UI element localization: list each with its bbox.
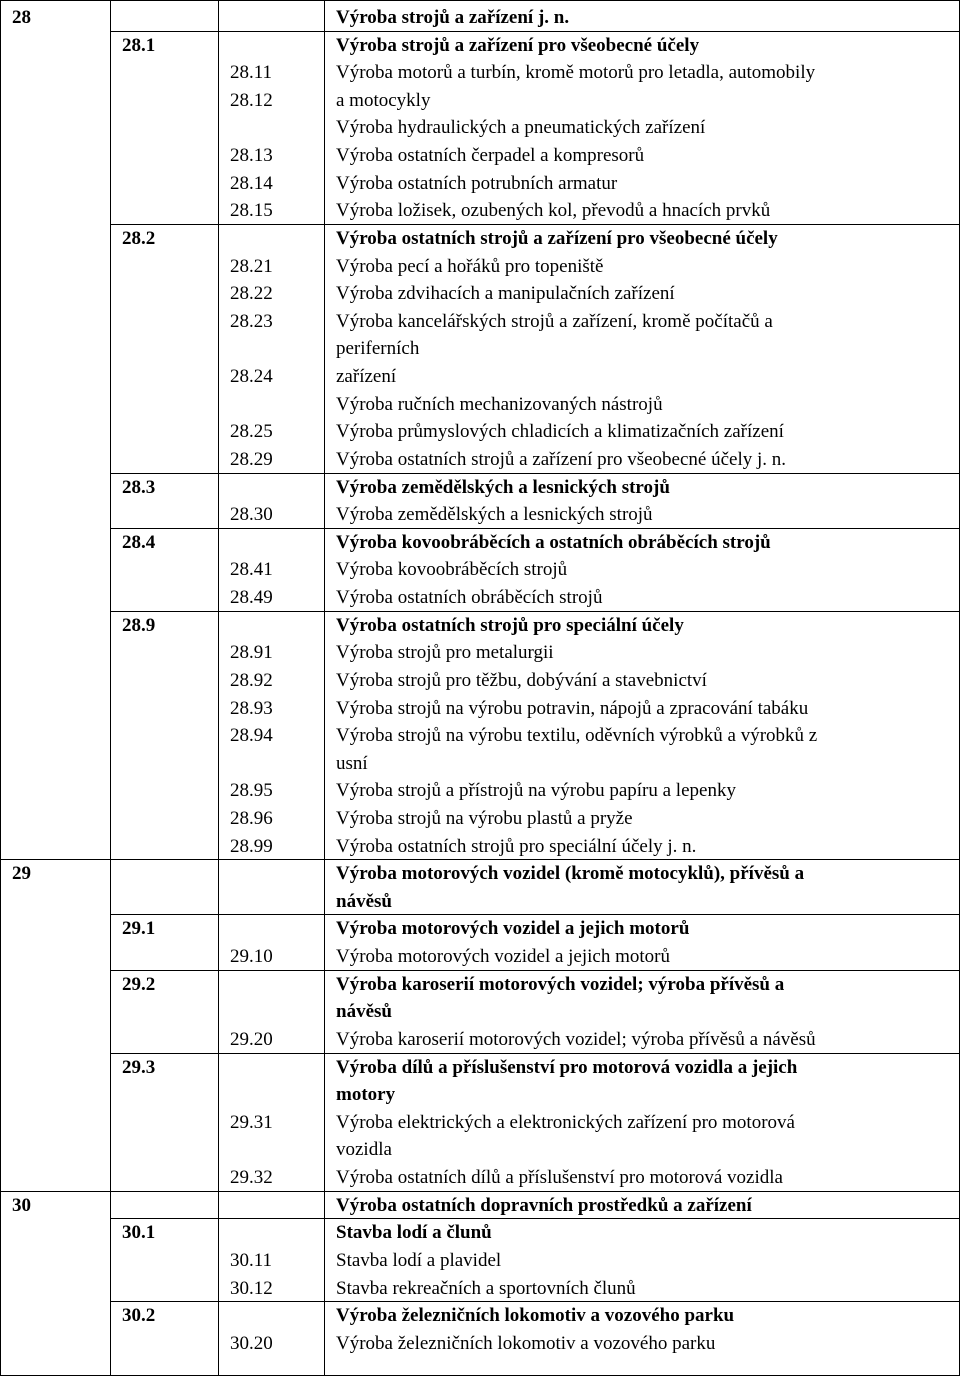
row-title: Výroba kovoobráběcích a ostatních obráběcích strojů [336,531,771,553]
row-divider [110,224,960,225]
row-code: 29.31 [230,1111,273,1133]
row-title: Výroba ručních mechanizovaných nástrojů [336,393,663,415]
row-code: 30.1 [122,1222,156,1244]
row-code: 28 [12,7,31,28]
row-title: Výroba kancelářských strojů a zařízení, kromě počítačů a [336,310,773,332]
row-code: 28.93 [230,697,273,719]
row-code: 30 [12,1194,31,1216]
row-code: 28.96 [230,807,273,829]
row-title: vozidla [336,1139,392,1161]
row-title: zařízení [336,366,397,388]
row-title: Výroba strojů a přístrojů na výrobu papíru a lepenky [336,780,736,802]
row-divider [110,473,960,474]
row-title: Výroba ostatních strojů pro speciální účely j. n. [336,835,697,857]
row-divider [110,914,960,915]
row-title: Výroba elektrických a elektronických zařízení pro motorová [336,1111,795,1133]
row-code: 28.91 [230,642,273,664]
row-title: návěsů [336,890,392,912]
row-title: návěsů [336,1001,392,1023]
row-title: Výroba strojů pro metalurgii [336,642,554,664]
row-code: 28.14 [230,172,273,194]
row-divider [110,1053,960,1054]
row-code: 29.20 [230,1028,273,1050]
row-title: Výroba ostatních potrubních armatur [336,172,618,194]
row-title: Výroba pecí a hořáků pro topeniště [336,255,604,277]
row-code: 28.95 [230,780,273,802]
row-title: Výroba průmyslových chladicích a klimatizačních zařízení [336,421,784,443]
row-divider [110,1218,960,1219]
row-title: Výroba strojů a zařízení pro všeobecné účely [336,34,700,56]
row-title: a motocykly [336,89,431,111]
row-title: Výroba železničních lokomotiv a vozového parku [336,1332,716,1354]
row-title: Výroba strojů na výrobu plastů a pryže [336,807,633,829]
row-title: periferních [336,338,420,360]
row-code: 28.94 [230,725,273,747]
row-code: 29.2 [122,973,156,995]
row-title: Výroba ostatních strojů a zařízení pro všeobecné účely [336,227,778,249]
row-title: Výroba ložisek, ozubených kol, převodů a hnacích prvků [336,200,771,222]
row-code: 28.2 [122,227,156,249]
row-code: 28.23 [230,310,273,332]
row-title: Výroba ostatních dílů a příslušenství pro motorová vozidla [336,1167,783,1189]
row-code: 28.92 [230,669,273,691]
row-code: 30.20 [230,1332,273,1354]
row-title: Výroba ostatních čerpadel a kompresorů [336,145,645,167]
column-divider [324,0,325,1376]
row-code: 29 [12,863,31,885]
row-divider [110,611,960,612]
row-code: 29.3 [122,1056,156,1078]
row-title: Výroba dílů a příslušenství pro motorová vozidla a jejich [336,1056,798,1078]
row-title: Stavba lodí a člunů [336,1222,492,1244]
row-divider [110,1301,960,1302]
row-divider [110,528,960,529]
row-code: 29.10 [230,946,273,968]
row-code: 29.1 [122,918,156,940]
column-divider [110,0,111,1376]
row-divider [0,1191,960,1192]
row-code: 30.2 [122,1305,156,1327]
row-divider [0,859,960,860]
row-title: usní [336,752,368,774]
row-title: Výroba ostatních obráběcích strojů [336,587,603,609]
row-code: 28.13 [230,145,273,167]
row-title: Výroba hydraulických a pneumatických zařízení [336,117,706,139]
row-code: 28.24 [230,366,273,388]
row-title: Výroba motorových vozidel a jejich motorů [336,918,690,940]
row-code: 28.21 [230,255,273,277]
row-code: 28.3 [122,476,156,498]
row-title: Výroba motorových vozidel a jejich motorů [336,946,670,968]
row-title: Výroba kovoobráběcích strojů [336,559,568,581]
row-title: Výroba karoserií motorových vozidel; výroba přívěsů a návěsů [336,1028,816,1050]
row-title: Stavba lodí a plavidel [336,1249,502,1271]
row-code: 29.32 [230,1167,273,1189]
row-code: 28.25 [230,421,273,443]
row-title: Výroba železničních lokomotiv a vozového parku [336,1305,735,1327]
row-code: 28.11 [230,62,273,84]
row-divider [110,31,960,32]
row-code: 28.49 [230,587,273,609]
row-title: Výroba strojů na výrobu potravin, nápojů a zpracování tabáku [336,697,809,719]
row-code: 28.29 [230,448,273,470]
row-title: Výroba ostatních strojů pro speciální účely [336,614,684,636]
row-code: 28.1 [122,34,156,56]
row-title: Výroba zdvihacích a manipulačních zařízení [336,283,675,305]
row-code: 28.4 [122,531,156,553]
row-divider [110,970,960,971]
row-code: 28.99 [230,835,273,857]
row-title: Výroba karoserií motorových vozidel; výroba přívěsů a [336,973,785,995]
row-code: 28.12 [230,89,273,111]
row-code: 28.30 [230,504,273,526]
row-title: Výroba zemědělských a lesnických strojů [336,504,653,526]
row-code: 30.12 [230,1277,273,1299]
row-code: 30.11 [230,1249,273,1271]
row-code: 28.22 [230,283,273,305]
row-title: Výroba ostatních dopravních prostředků a zařízení [336,1194,752,1216]
row-title: Výroba motorových vozidel (kromě motocyklů), přívěsů a [336,863,805,885]
row-title: Výroba ostatních strojů a zařízení pro všeobecné účely j. n. [336,448,787,470]
row-title: Výroba strojů a zařízení j. n. [336,7,570,28]
row-title: Výroba zemědělských a lesnických strojů [336,476,670,498]
row-title: Výroba motorů a turbín, kromě motorů pro letadla, automobily [336,62,816,84]
row-code: 28.41 [230,559,273,581]
row-title: Výroba strojů na výrobu textilu, oděvních výrobků a výrobků z [336,725,818,747]
row-code: 28.15 [230,200,273,222]
row-title: Stavba rekreačních a sportovních člunů [336,1277,636,1299]
row-title: Výroba strojů pro těžbu, dobývání a stavebnictví [336,669,707,691]
column-divider [218,0,219,1376]
row-code: 28.9 [122,614,156,636]
row-title: motory [336,1084,396,1106]
